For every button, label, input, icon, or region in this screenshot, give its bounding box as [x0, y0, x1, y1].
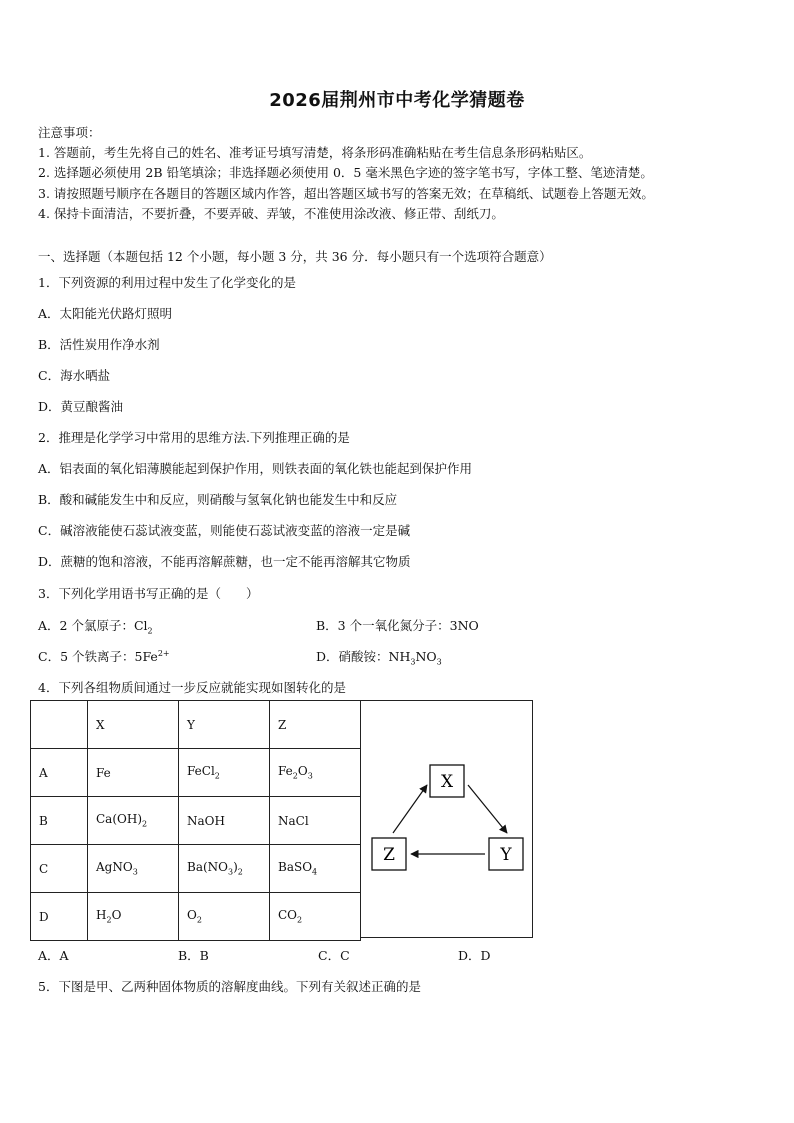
table-row	[31, 797, 361, 845]
cell-y: $O_2$	[179, 893, 270, 941]
question-3-option-a: A．2 个氯原子：$Cl_2$	[38, 618, 153, 636]
table-header-row	[31, 701, 361, 749]
page-title: 2026届荆州市中考化学猜题卷	[269, 90, 525, 111]
conversion-diagram-svg	[361, 701, 532, 937]
row-label: C	[31, 845, 88, 893]
notice-item: 4. 保持卡面清洁，不要折叠，不要弄破、弄皱，不准使用涂改液、修正带、刮纸刀。	[38, 206, 504, 221]
cell-z: NaCl	[270, 797, 361, 845]
table-row	[31, 893, 361, 941]
cell-y: NaOH	[179, 797, 270, 845]
substance-table	[30, 700, 361, 941]
table-header-x: X	[88, 701, 179, 749]
question-1-stem: 1．下列资源的利用过程中发生了化学变化的是	[38, 275, 296, 290]
question-1-option-a: A．太阳能光伏路灯照明	[38, 306, 173, 321]
cell-x: $Ca(OH)_2$	[88, 797, 179, 845]
section-heading: 一、选择题（本题包括 12 个小题，每小题 3 分，共 36 分．每小题只有一个选项符合题意）	[38, 249, 552, 264]
table-row	[31, 845, 361, 893]
cell-x: AgNO$_3$	[88, 845, 179, 893]
question-3-option-d: D．硝酸铵：$NH_3NO_3$	[316, 649, 442, 667]
table-row	[31, 749, 361, 797]
cell-y: FeCl$_2$	[179, 749, 270, 797]
arrow-x-to-y	[468, 785, 507, 833]
question-3-stem: 3．下列化学用语书写正确的是（ ）	[38, 586, 259, 601]
question-2-option-a: A．铝表面的氧化铝薄膜能起到保护作用，则铁表面的氧化铁也能起到保护作用	[38, 461, 473, 476]
cell-z: BaSO$_4$	[270, 845, 361, 893]
cell-x: $H_2O$	[88, 893, 179, 941]
cell-y: $Ba(NO_3)_2$	[179, 845, 270, 893]
row-label: A	[31, 749, 88, 797]
question-4-option-c: C．C	[318, 948, 350, 963]
question-2-option-c: C．碱溶液能使石蕊试液变蓝，则能使石蕊试液变蓝的溶液一定是碱	[38, 523, 411, 538]
node-y-label: Y	[500, 845, 512, 865]
cell-x: Fe	[88, 749, 179, 797]
node-z-label: Z	[383, 845, 395, 865]
table-header-y: Y	[179, 701, 270, 749]
row-label: D	[31, 893, 88, 941]
question-4-option-b: B．B	[178, 948, 209, 963]
question-1-option-c: C．海水晒盐	[38, 368, 111, 383]
question-2-option-b: B．酸和碱能发生中和反应，则硝酸与氢氧化钠也能发生中和反应	[38, 492, 398, 507]
arrow-z-to-x	[393, 785, 427, 833]
question-4-options	[38, 946, 598, 964]
node-x-label: X	[440, 772, 454, 792]
question-1-option-d: D．黄豆酿酱油	[38, 399, 124, 414]
question-4-option-d: D．D	[458, 948, 491, 963]
question-4-option-a: A．A	[38, 948, 69, 963]
notice-item: 3. 请按照题号顺序在各题目的答题区域内作答，超出答题区域书写的答案无效；在草稿纸、试题卷上答题无效。	[38, 186, 654, 201]
notice-item: 1. 答题前，考生先将自己的姓名、准考证号填写清楚，将条形码准确粘贴在考生信息条形码粘贴区。	[38, 145, 592, 160]
question-2-option-d: D．蔗糖的饱和溶液，不能再溶解蔗糖，也一定不能再溶解其它物质	[38, 554, 411, 569]
cell-z: $CO_2$	[270, 893, 361, 941]
question-3-option-c: C．5 个铁离子：$5Fe^{2+}$	[38, 648, 170, 664]
row-label: B	[31, 797, 88, 845]
question-3-option-b: B．3 个一氧化氮分子：3NO	[316, 618, 479, 633]
cell-z: $Fe_2O_3$	[270, 749, 361, 797]
question-2-stem: 2．推理是化学学习中常用的思维方法.下列推理正确的是	[38, 430, 350, 445]
conversion-diagram	[361, 700, 533, 938]
question-1-option-b: B．活性炭用作净水剂	[38, 337, 160, 352]
table-cell	[31, 701, 88, 749]
table-header-z: Z	[270, 701, 361, 749]
question-5-stem: 5．下图是甲、乙两种固体物质的溶解度曲线。下列有关叙述正确的是	[38, 979, 421, 994]
notice-item: 2. 选择题必须使用 2B 铅笔填涂；非选择题必须使用 0．5 毫米黑色字迹的签字笔书写，字体工整、笔迹清楚。	[38, 165, 653, 180]
question-4-stem: 4．下列各组物质间通过一步反应就能实现如图转化的是	[38, 680, 346, 695]
notice-heading: 注意事项：	[38, 125, 101, 140]
